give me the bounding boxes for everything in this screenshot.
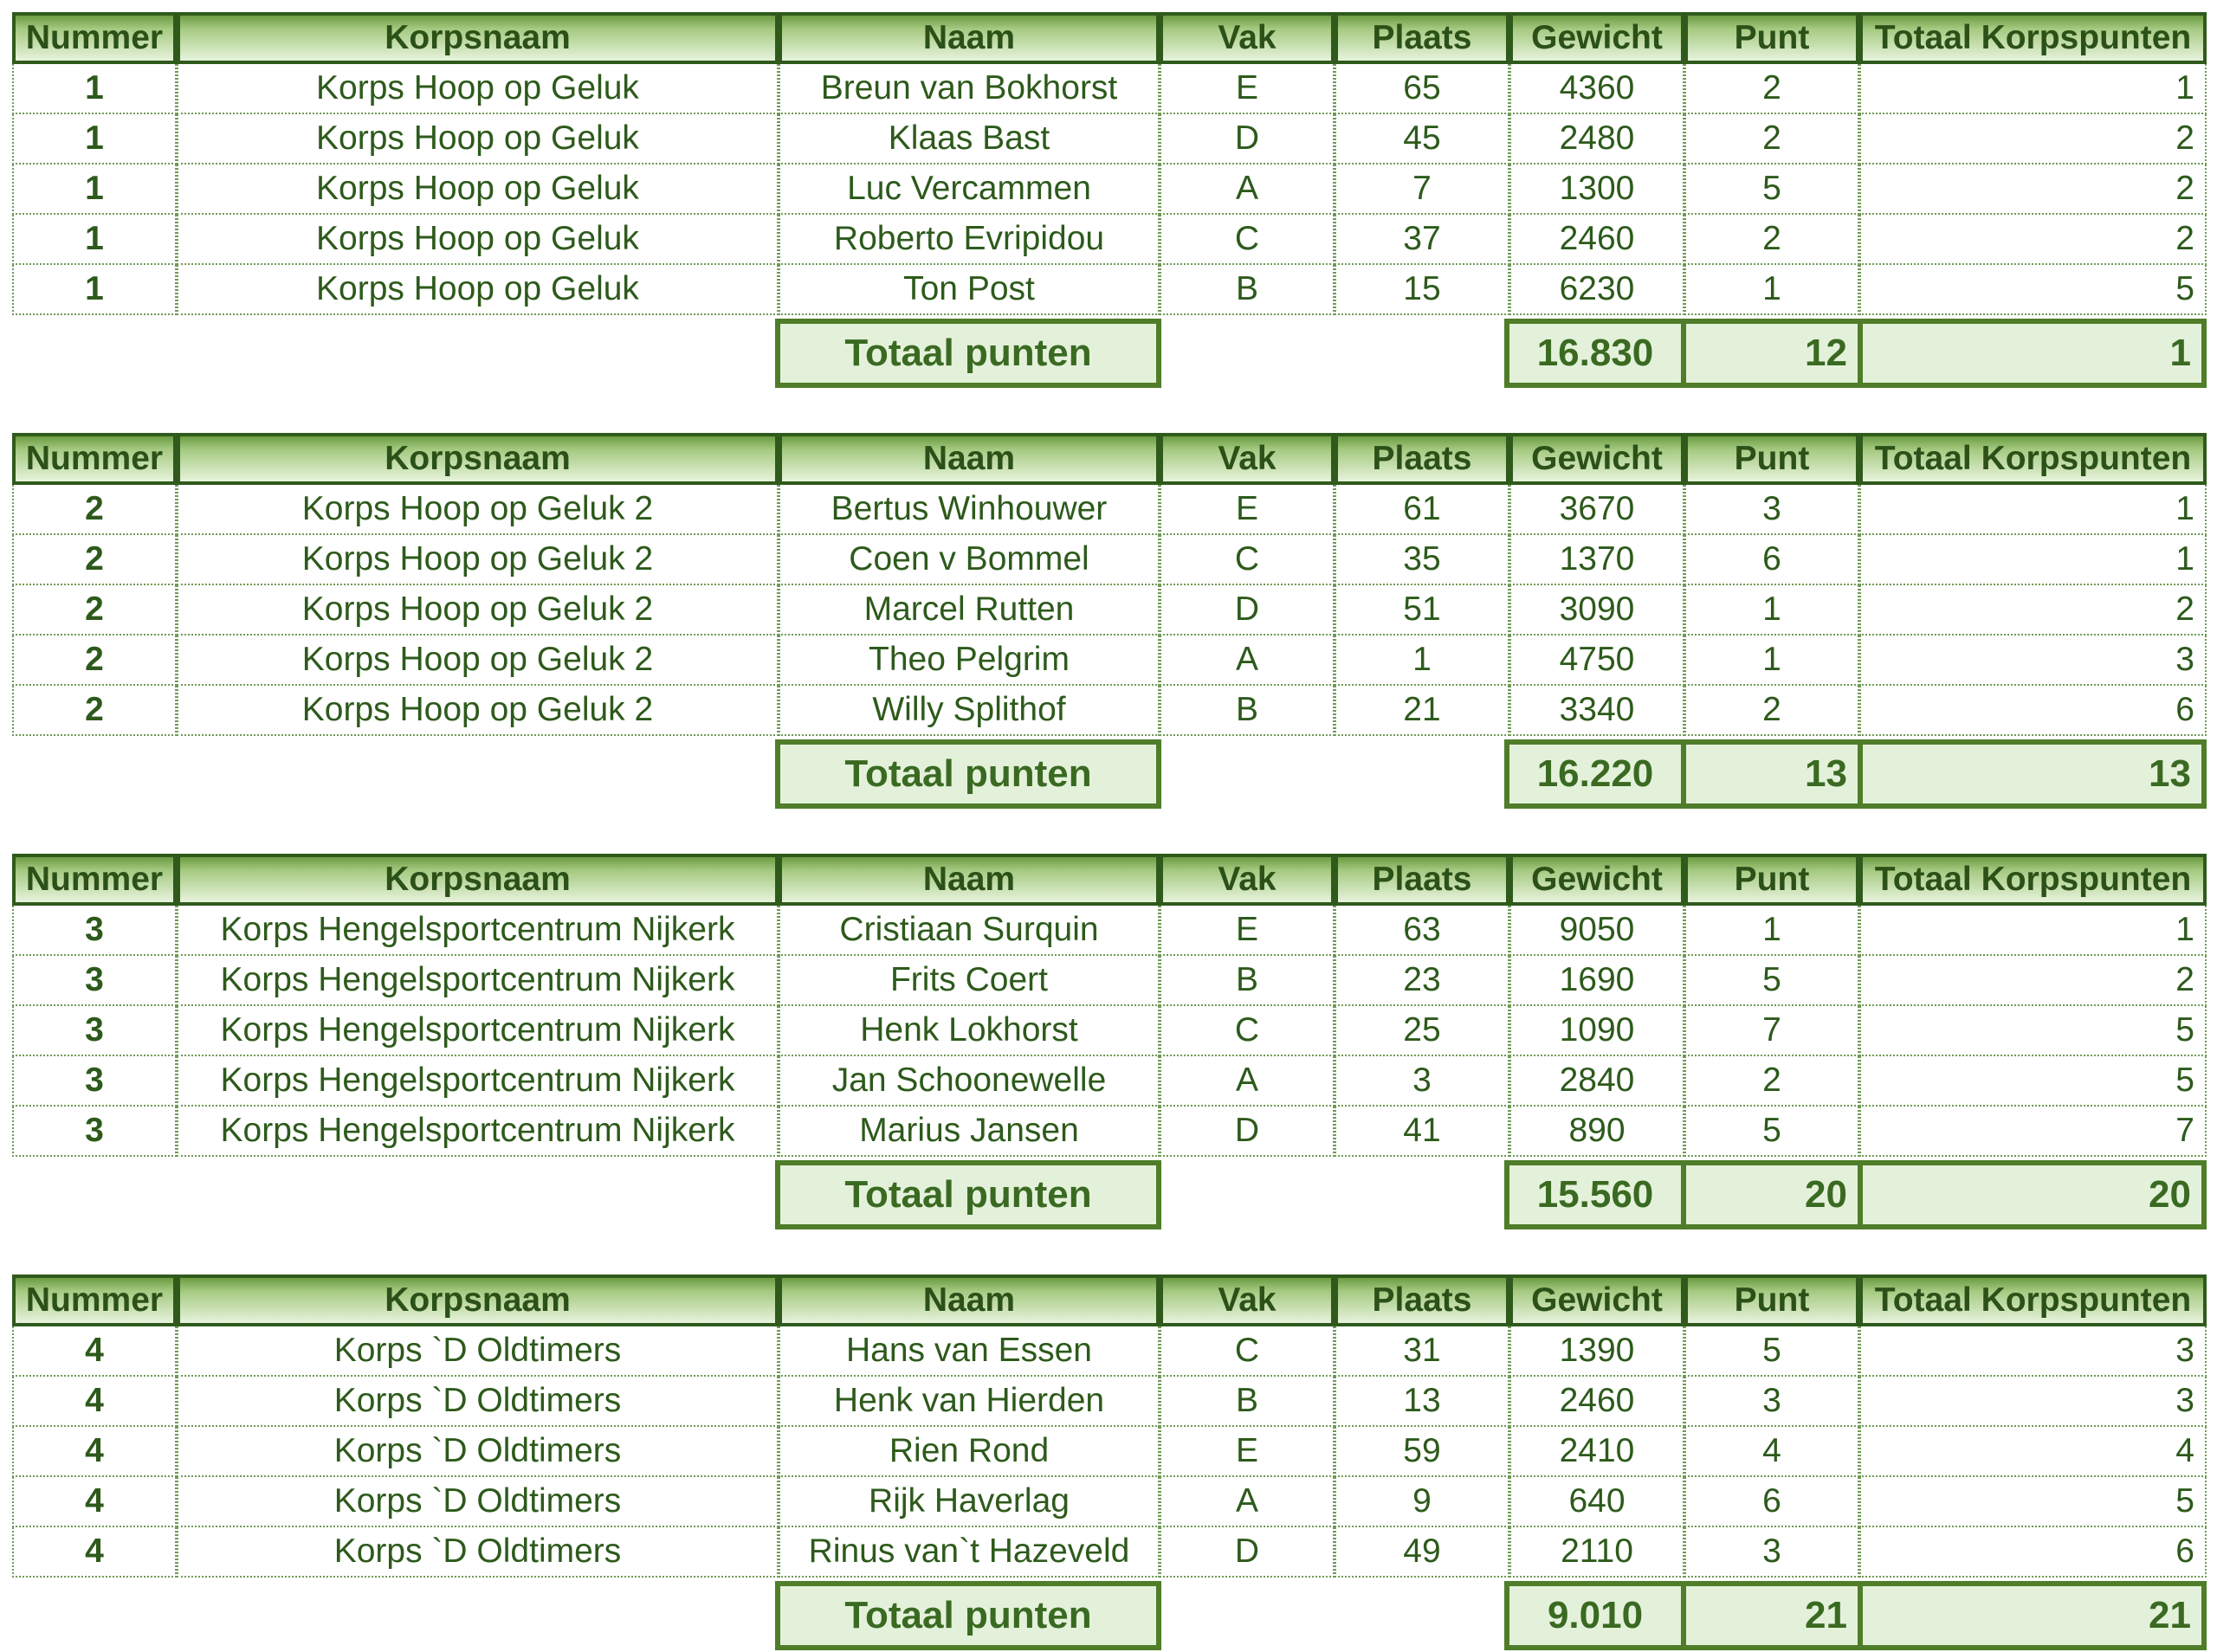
cell-nummer: 1 <box>12 215 177 265</box>
table-row <box>12 165 2207 215</box>
cell-naam: Rien Rond <box>779 1427 1160 1477</box>
table-row <box>12 64 2207 114</box>
cell-naam: Jan Schoonewelle <box>779 1056 1160 1107</box>
table-row <box>12 906 2207 956</box>
cell-korpspunten: 2 <box>1859 114 2207 165</box>
table-header <box>12 433 2207 485</box>
col-header-totaal-korpspunten: Totaal Korpspunten <box>1859 433 2207 485</box>
cell-vak: A <box>1160 636 1335 686</box>
cell-korpspunten: 1 <box>1859 535 2207 585</box>
cell-gewicht: 4750 <box>1509 636 1684 686</box>
cell-korpspunten: 5 <box>1859 1056 2207 1107</box>
cell-naam: Willy Splithof <box>779 686 1160 736</box>
cell-vak: D <box>1160 585 1335 636</box>
table-row <box>12 636 2207 686</box>
cell-korpspunten: 3 <box>1859 1326 2207 1377</box>
cell-vak: C <box>1160 1006 1335 1056</box>
col-header-nummer: Nummer <box>12 854 177 906</box>
col-header-naam: Naam <box>779 854 1160 906</box>
cell-gewicht: 3670 <box>1509 485 1684 535</box>
cell-gewicht: 640 <box>1509 1477 1684 1527</box>
cell-plaats: 59 <box>1335 1427 1509 1477</box>
cell-nummer: 2 <box>12 585 177 636</box>
table-row <box>12 265 2207 315</box>
cell-nummer: 1 <box>12 265 177 315</box>
cell-korpspunten: 2 <box>1859 956 2207 1006</box>
table-row <box>12 1006 2207 1056</box>
cell-nummer: 3 <box>12 1006 177 1056</box>
cell-plaats: 63 <box>1335 906 1509 956</box>
cell-naam: Bertus Winhouwer <box>779 485 1160 535</box>
col-header-nummer: Nummer <box>12 1274 177 1326</box>
col-header-naam: Naam <box>779 12 1160 64</box>
cell-korpsnaam: Korps `D Oldtimers <box>177 1326 779 1377</box>
cell-punt: 3 <box>1684 1377 1859 1427</box>
cell-gewicht: 2410 <box>1509 1427 1684 1477</box>
table-row <box>12 1326 2207 1377</box>
cell-nummer: 3 <box>12 1056 177 1107</box>
cell-korpspunten: 6 <box>1859 1527 2207 1578</box>
col-header-korpsnaam: Korpsnaam <box>177 433 779 485</box>
cell-nummer: 2 <box>12 535 177 585</box>
cell-naam: Breun van Bokhorst <box>779 64 1160 114</box>
cell-plaats: 51 <box>1335 585 1509 636</box>
cell-korpspunten: 1 <box>1859 64 2207 114</box>
cell-naam: Rinus van`t Hazeveld <box>779 1527 1160 1578</box>
cell-gewicht: 2840 <box>1509 1056 1684 1107</box>
cell-naam: Klaas Bast <box>779 114 1160 165</box>
total-punt: 20 <box>1681 1160 1863 1229</box>
col-header-totaal-korpspunten: Totaal Korpspunten <box>1859 1274 2207 1326</box>
cell-korpsnaam: Korps Hengelsportcentrum Nijkerk <box>177 906 779 956</box>
col-header-vak: Vak <box>1160 12 1335 64</box>
col-header-naam: Naam <box>779 433 1160 485</box>
cell-vak: B <box>1160 1377 1335 1427</box>
cell-korpsnaam: Korps Hengelsportcentrum Nijkerk <box>177 1006 779 1056</box>
table-header <box>12 12 2207 64</box>
cell-nummer: 4 <box>12 1527 177 1578</box>
cell-vak: E <box>1160 64 1335 114</box>
cell-naam: Coen v Bommel <box>779 535 1160 585</box>
cell-nummer: 4 <box>12 1326 177 1377</box>
cell-vak: C <box>1160 1326 1335 1377</box>
cell-vak: D <box>1160 114 1335 165</box>
cell-gewicht: 2110 <box>1509 1527 1684 1578</box>
cell-korpspunten: 3 <box>1859 1377 2207 1427</box>
cell-nummer: 4 <box>12 1377 177 1427</box>
cell-plaats: 9 <box>1335 1477 1509 1527</box>
cell-korpsnaam: Korps Hoop op Geluk 2 <box>177 485 779 535</box>
cell-plaats: 41 <box>1335 1107 1509 1157</box>
cell-gewicht: 6230 <box>1509 265 1684 315</box>
cell-plaats: 7 <box>1335 165 1509 215</box>
cell-gewicht: 4360 <box>1509 64 1684 114</box>
cell-vak: A <box>1160 165 1335 215</box>
cell-punt: 5 <box>1684 165 1859 215</box>
col-header-naam: Naam <box>779 1274 1160 1326</box>
cell-korpsnaam: Korps `D Oldtimers <box>177 1527 779 1578</box>
col-header-gewicht: Gewicht <box>1509 433 1684 485</box>
col-header-gewicht: Gewicht <box>1509 12 1684 64</box>
cell-plaats: 21 <box>1335 686 1509 736</box>
cell-vak: C <box>1160 215 1335 265</box>
col-header-korpsnaam: Korpsnaam <box>177 12 779 64</box>
col-header-korpsnaam: Korpsnaam <box>177 1274 779 1326</box>
cell-vak: A <box>1160 1056 1335 1107</box>
col-header-totaal-korpspunten: Totaal Korpspunten <box>1859 854 2207 906</box>
total-korpspunten: 1 <box>1858 319 2207 388</box>
cell-plaats: 49 <box>1335 1527 1509 1578</box>
table-row <box>12 535 2207 585</box>
cell-vak: D <box>1160 1527 1335 1578</box>
cell-korpsnaam: Korps `D Oldtimers <box>177 1377 779 1427</box>
cell-korpsnaam: Korps `D Oldtimers <box>177 1427 779 1477</box>
cell-korpsnaam: Korps Hoop op Geluk <box>177 265 779 315</box>
cell-punt: 2 <box>1684 114 1859 165</box>
cell-plaats: 3 <box>1335 1056 1509 1107</box>
cell-naam: Luc Vercammen <box>779 165 1160 215</box>
col-header-totaal-korpspunten: Totaal Korpspunten <box>1859 12 2207 64</box>
cell-naam: Henk Lokhorst <box>779 1006 1160 1056</box>
cell-vak: D <box>1160 1107 1335 1157</box>
cell-naam: Ton Post <box>779 265 1160 315</box>
cell-naam: Henk van Hierden <box>779 1377 1160 1427</box>
col-header-vak: Vak <box>1160 854 1335 906</box>
cell-korpspunten: 2 <box>1859 215 2207 265</box>
table-row <box>12 1107 2207 1157</box>
total-label: Totaal punten <box>775 1160 1161 1229</box>
cell-plaats: 25 <box>1335 1006 1509 1056</box>
cell-korpspunten: 7 <box>1859 1107 2207 1157</box>
cell-punt: 6 <box>1684 535 1859 585</box>
cell-plaats: 65 <box>1335 64 1509 114</box>
col-header-punt: Punt <box>1684 854 1859 906</box>
table-row <box>12 1477 2207 1527</box>
cell-plaats: 13 <box>1335 1377 1509 1427</box>
cell-plaats: 15 <box>1335 265 1509 315</box>
table-row <box>12 485 2207 535</box>
cell-plaats: 45 <box>1335 114 1509 165</box>
table-row <box>12 1527 2207 1578</box>
cell-naam: Rijk Haverlag <box>779 1477 1160 1527</box>
cell-plaats: 23 <box>1335 956 1509 1006</box>
cell-punt: 1 <box>1684 585 1859 636</box>
cell-vak: B <box>1160 686 1335 736</box>
team-block <box>0 0 2217 374</box>
cell-korpspunten: 5 <box>1859 1006 2207 1056</box>
cell-punt: 2 <box>1684 686 1859 736</box>
cell-gewicht: 2480 <box>1509 114 1684 165</box>
cell-nummer: 2 <box>12 686 177 736</box>
col-header-gewicht: Gewicht <box>1509 854 1684 906</box>
table-header <box>12 1274 2207 1326</box>
cell-naam: Marcel Rutten <box>779 585 1160 636</box>
cell-vak: B <box>1160 265 1335 315</box>
total-label: Totaal punten <box>775 1581 1161 1650</box>
table-row <box>12 215 2207 265</box>
total-korpspunten: 13 <box>1858 739 2207 809</box>
cell-punt: 7 <box>1684 1006 1859 1056</box>
col-header-plaats: Plaats <box>1335 12 1509 64</box>
cell-nummer: 3 <box>12 956 177 1006</box>
cell-gewicht: 3090 <box>1509 585 1684 636</box>
col-header-punt: Punt <box>1684 433 1859 485</box>
cell-korpspunten: 4 <box>1859 1427 2207 1477</box>
cell-korpspunten: 6 <box>1859 686 2207 736</box>
cell-korpsnaam: Korps Hoop op Geluk <box>177 114 779 165</box>
col-header-nummer: Nummer <box>12 433 177 485</box>
team-block <box>0 1262 2217 1636</box>
cell-punt: 2 <box>1684 64 1859 114</box>
cell-gewicht: 1370 <box>1509 535 1684 585</box>
cell-korpspunten: 2 <box>1859 165 2207 215</box>
cell-korpsnaam: Korps Hengelsportcentrum Nijkerk <box>177 956 779 1006</box>
total-punt: 12 <box>1681 319 1863 388</box>
team-block <box>0 842 2217 1216</box>
cell-nummer: 3 <box>12 906 177 956</box>
table-row <box>12 1056 2207 1107</box>
cell-korpsnaam: Korps Hengelsportcentrum Nijkerk <box>177 1056 779 1107</box>
cell-naam: Hans van Essen <box>779 1326 1160 1377</box>
cell-vak: E <box>1160 485 1335 535</box>
cell-korpspunten: 1 <box>1859 485 2207 535</box>
total-gewicht: 16.830 <box>1504 319 1686 388</box>
cell-punt: 2 <box>1684 215 1859 265</box>
cell-nummer: 3 <box>12 1107 177 1157</box>
cell-korpsnaam: Korps Hoop op Geluk <box>177 64 779 114</box>
cell-korpsnaam: Korps Hoop op Geluk 2 <box>177 636 779 686</box>
cell-korpspunten: 2 <box>1859 585 2207 636</box>
cell-nummer: 4 <box>12 1427 177 1477</box>
col-header-vak: Vak <box>1160 1274 1335 1326</box>
cell-nummer: 1 <box>12 114 177 165</box>
cell-korpsnaam: Korps Hoop op Geluk 2 <box>177 535 779 585</box>
cell-punt: 4 <box>1684 1427 1859 1477</box>
cell-naam: Cristiaan Surquin <box>779 906 1160 956</box>
col-header-vak: Vak <box>1160 433 1335 485</box>
cell-nummer: 4 <box>12 1477 177 1527</box>
total-gewicht: 15.560 <box>1504 1160 1686 1229</box>
cell-plaats: 61 <box>1335 485 1509 535</box>
table-row <box>12 114 2207 165</box>
table-row <box>12 956 2207 1006</box>
cell-nummer: 1 <box>12 64 177 114</box>
total-korpspunten: 21 <box>1858 1581 2207 1650</box>
cell-punt: 5 <box>1684 1326 1859 1377</box>
cell-korpsnaam: Korps `D Oldtimers <box>177 1477 779 1527</box>
cell-punt: 5 <box>1684 1107 1859 1157</box>
cell-nummer: 2 <box>12 485 177 535</box>
cell-korpspunten: 5 <box>1859 1477 2207 1527</box>
cell-gewicht: 1390 <box>1509 1326 1684 1377</box>
cell-punt: 3 <box>1684 1527 1859 1578</box>
col-header-punt: Punt <box>1684 1274 1859 1326</box>
team-block <box>0 421 2217 795</box>
cell-korpspunten: 1 <box>1859 906 2207 956</box>
cell-nummer: 2 <box>12 636 177 686</box>
cell-punt: 1 <box>1684 265 1859 315</box>
cell-vak: E <box>1160 1427 1335 1477</box>
col-header-plaats: Plaats <box>1335 854 1509 906</box>
col-header-korpsnaam: Korpsnaam <box>177 854 779 906</box>
col-header-plaats: Plaats <box>1335 1274 1509 1326</box>
cell-gewicht: 1690 <box>1509 956 1684 1006</box>
total-label: Totaal punten <box>775 319 1161 388</box>
cell-punt: 1 <box>1684 906 1859 956</box>
cell-naam: Roberto Evripidou <box>779 215 1160 265</box>
table-row <box>12 686 2207 736</box>
cell-plaats: 37 <box>1335 215 1509 265</box>
cell-gewicht: 2460 <box>1509 1377 1684 1427</box>
cell-korpsnaam: Korps Hoop op Geluk <box>177 165 779 215</box>
cell-naam: Frits Coert <box>779 956 1160 1006</box>
cell-plaats: 1 <box>1335 636 1509 686</box>
cell-vak: B <box>1160 956 1335 1006</box>
cell-gewicht: 1300 <box>1509 165 1684 215</box>
cell-punt: 5 <box>1684 956 1859 1006</box>
cell-korpsnaam: Korps Hoop op Geluk <box>177 215 779 265</box>
table-row <box>12 585 2207 636</box>
total-punt: 13 <box>1681 739 1863 809</box>
cell-punt: 6 <box>1684 1477 1859 1527</box>
total-gewicht: 16.220 <box>1504 739 1686 809</box>
cell-vak: A <box>1160 1477 1335 1527</box>
cell-gewicht: 890 <box>1509 1107 1684 1157</box>
cell-vak: E <box>1160 906 1335 956</box>
cell-vak: C <box>1160 535 1335 585</box>
cell-gewicht: 1090 <box>1509 1006 1684 1056</box>
total-punt: 21 <box>1681 1581 1863 1650</box>
col-header-nummer: Nummer <box>12 12 177 64</box>
col-header-punt: Punt <box>1684 12 1859 64</box>
cell-punt: 1 <box>1684 636 1859 686</box>
cell-plaats: 31 <box>1335 1326 1509 1377</box>
cell-gewicht: 3340 <box>1509 686 1684 736</box>
cell-gewicht: 2460 <box>1509 215 1684 265</box>
table-header <box>12 854 2207 906</box>
cell-gewicht: 9050 <box>1509 906 1684 956</box>
cell-korpsnaam: Korps Hoop op Geluk 2 <box>177 585 779 636</box>
cell-korpsnaam: Korps Hoop op Geluk 2 <box>177 686 779 736</box>
table-row <box>12 1377 2207 1427</box>
cell-nummer: 1 <box>12 165 177 215</box>
cell-korpsnaam: Korps Hengelsportcentrum Nijkerk <box>177 1107 779 1157</box>
table-row <box>12 1427 2207 1477</box>
col-header-gewicht: Gewicht <box>1509 1274 1684 1326</box>
total-gewicht: 9.010 <box>1504 1581 1686 1650</box>
col-header-plaats: Plaats <box>1335 433 1509 485</box>
total-label: Totaal punten <box>775 739 1161 809</box>
cell-naam: Theo Pelgrim <box>779 636 1160 686</box>
cell-punt: 3 <box>1684 485 1859 535</box>
cell-punt: 2 <box>1684 1056 1859 1107</box>
cell-plaats: 35 <box>1335 535 1509 585</box>
cell-korpspunten: 3 <box>1859 636 2207 686</box>
cell-naam: Marius Jansen <box>779 1107 1160 1157</box>
cell-korpspunten: 5 <box>1859 265 2207 315</box>
total-korpspunten: 20 <box>1858 1160 2207 1229</box>
